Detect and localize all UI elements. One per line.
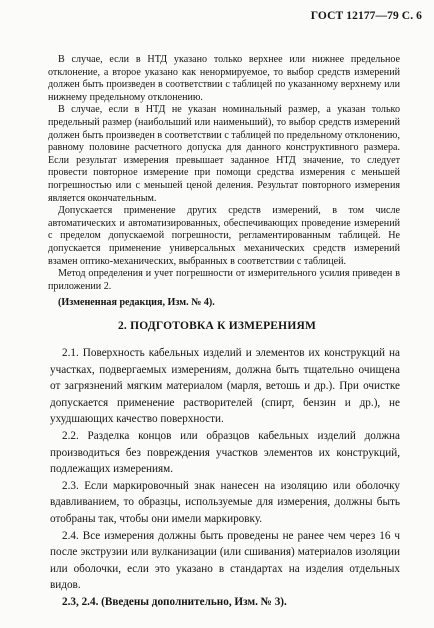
paragraph: В случае, если в НТД не указан номинальный размер, а указан только предельный размер (наибольший или наименьший), то выбор средств измерений должен быть произведен в соответствии с таблицей по предельному отклонению, равному половине расчетного допуска для данного конструктивного размера. Если результат измерения превышает заданное НТД значение, то следует провести повторное измерение при помощи средства измерения с меньшей погрешностью или с меньшей ценой деления. Результат повторного измерения является окончательным. — [48, 104, 400, 204]
paragraph: В случае, если в НТД указано только верхнее или нижнее предельное отклонение, а второе указано как ненормируемое, то выбор средств измерений должен быть произведен в соответствии с таблицей по указанному верхнему или нижнему предельному отклонению. — [48, 54, 400, 103]
paragraph: Допускается применение других средств измерений, в том числе автоматических и автоматизированных, обеспечивающих проведение измерений с пределом допускаемой погрешности, регламентированным таблицей. Не допускается применение универсальных механических средств измерений взамен оптико-механических, выбранных в соответствии с таблицей. — [48, 205, 400, 267]
page-header: ГОСТ 12177—79 С. 6 — [310, 10, 422, 22]
paragraph: 2.3. Если маркировочный знак нанесен на изоляцию или оболочку вдавливанием, то образцы, используемые для измерения, должны быть отобраны так, чтобы они имели маркировку. — [50, 479, 400, 525]
paragraph: 2.4. Все измерения должны быть проведены не ранее чем через 16 ч после экструзии или вулканизации (или сшивания) материалов изоляции или оболочки, если это указано в стандартах на изделия отдельных видов. — [50, 529, 400, 592]
section-heading: 2. ПОДГОТОВКА К ИЗМЕРЕНИЯМ — [117, 320, 317, 332]
paragraph: 2.2. Разделка концов или образцов кабельных изделий должна производиться без повреждения участков элементов их конструкций, подлежащих измерениям. — [50, 429, 400, 476]
top-text-block — [48, 54, 400, 310]
amendment-note: 2.3, 2.4. (Введены дополнительно, Изм. № 3). — [62, 595, 287, 608]
section-text-block — [50, 345, 400, 611]
paragraph: Метод определения и учет погрешности от измерительного усилия приведен в приложении 2. — [48, 268, 400, 292]
amendment-note: (Измененная редакция, Изм. № 4). — [58, 297, 215, 309]
paragraph: 2.1. Поверхность кабельных изделий и элементов их конструкций на участках, подвергаемых измерениям, должна быть тщательно очищена от загрязнений мягким материалом (марля, ветошь и др.). При очистке допускается применение растворителей (спирт, бензин и др.), не ухудшающих качество поверхности. — [50, 347, 400, 426]
